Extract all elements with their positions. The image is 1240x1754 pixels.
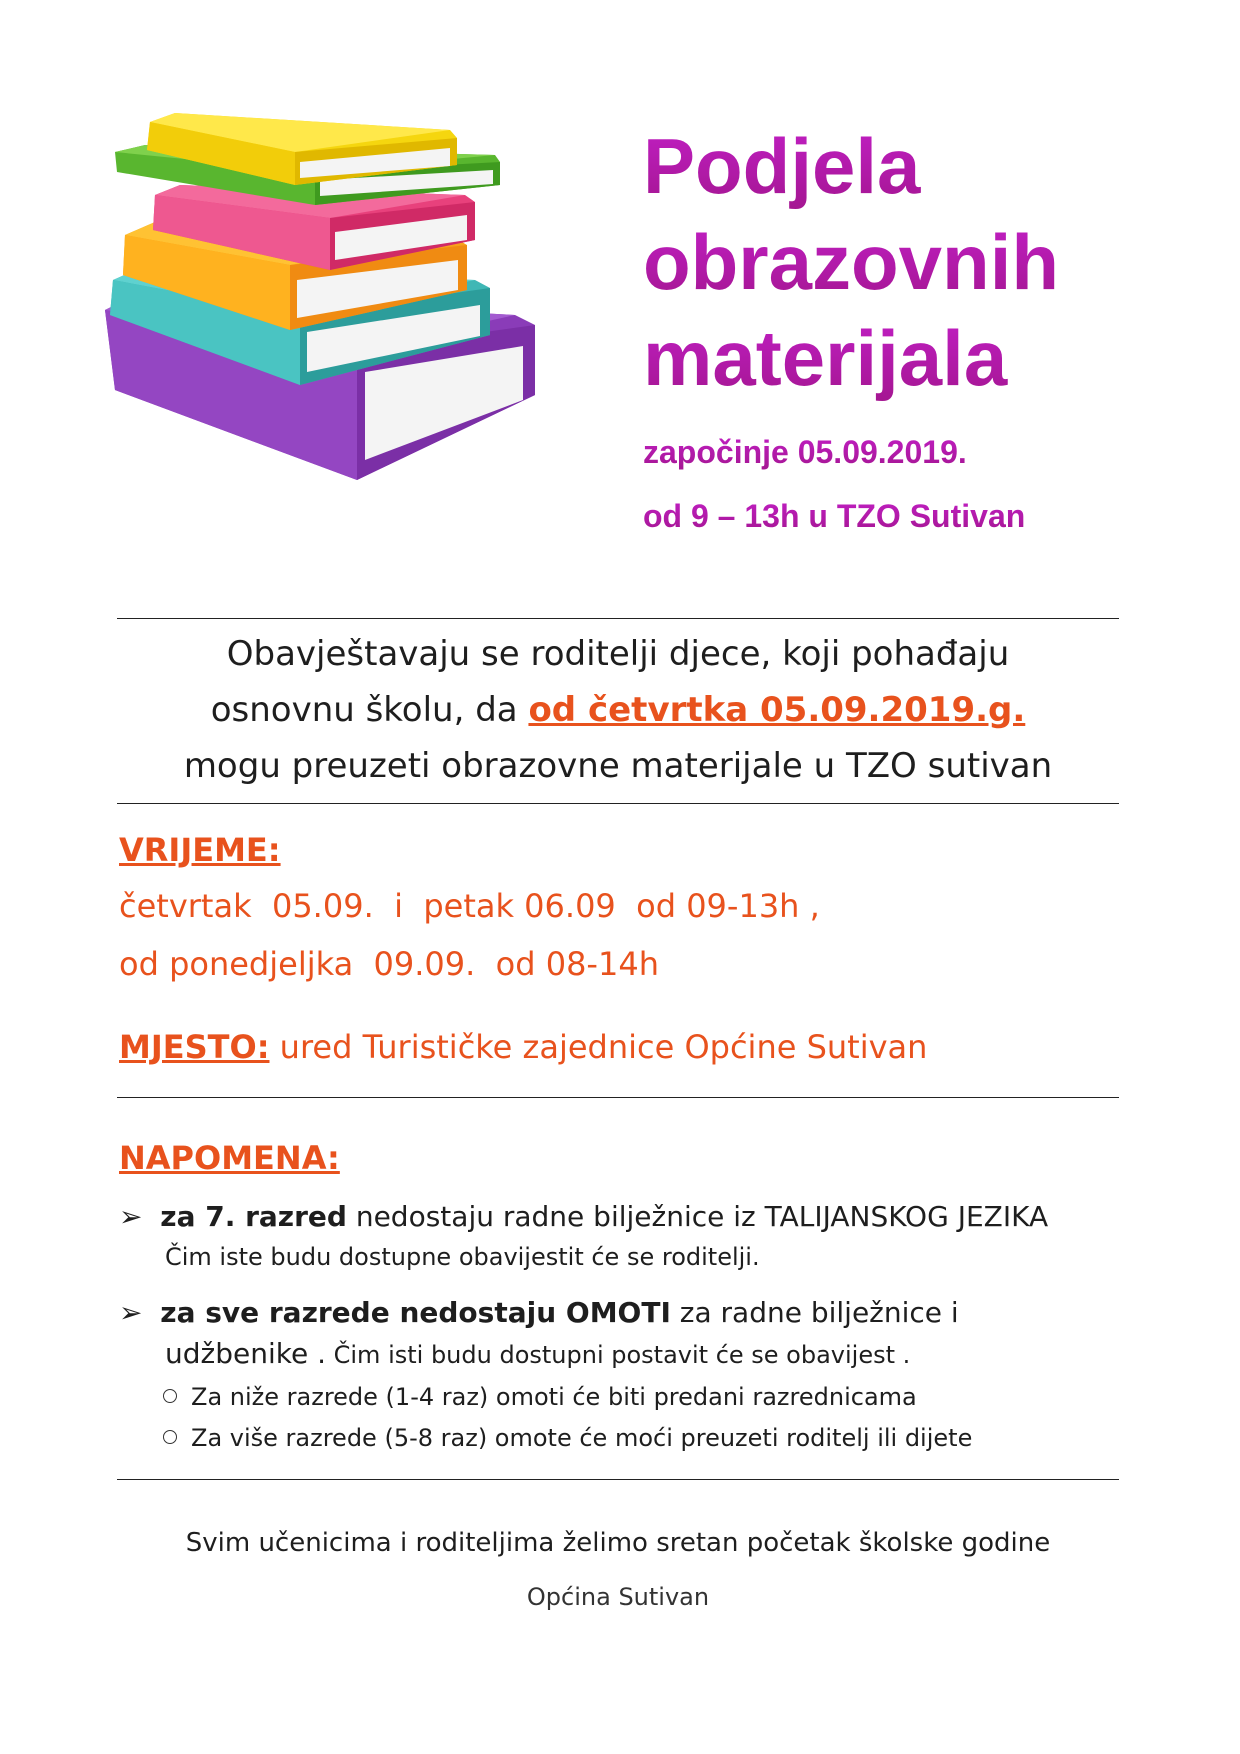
divider-1 [117,618,1119,619]
note-item-1-bold: za 7. razred [160,1200,347,1233]
poster-title [643,118,1203,406]
note-item-2 [119,1295,1129,1331]
divider-4 [117,1479,1119,1480]
note-item-1-text: nedostaju radne bilježnice iz TALIJANSKOG JEZIKA [346,1200,1049,1233]
note-item-2-bold: za sve razrede nedostaju OMOTI [160,1296,671,1329]
title-line-2: obrazovnih [643,214,1203,310]
note-item-2-cont-a: udžbenike . [165,1337,326,1370]
vrijeme-line-1: četvrtak 05.09. i petak 06.09 od 09-13h , [119,887,820,925]
intro-line-2 [117,682,1119,738]
time-location-line: od 9 – 13h u TZO Sutivan [643,496,1203,536]
arrow-bullet-icon: ➢ [119,1200,143,1233]
arrow-bullet-icon: ➢ [119,1296,143,1329]
intro-paragraph [117,626,1119,794]
note-item-1-detail: Čim iste budu dostupne obavijestit će se roditelji. [165,1243,760,1271]
circle-bullet-icon [163,1389,177,1403]
note-item-2-cont-b: Čim isti budu dostupni postavit će se obavijest . [326,1341,911,1369]
sub-item-2-text: Za više razrede (5-8 raz) omote će moći preuzeti roditelj ili dijete [191,1424,973,1452]
mjesto-text: ured Turističke zajednice Općine Sutivan [269,1028,928,1066]
start-date-line: započinje 05.09.2019. [643,432,1203,472]
sub-item-2 [163,1421,1123,1455]
intro-date-highlight: od četvrtka 05.09.2019.g. [528,690,1026,730]
note-item-2-continued [165,1336,1125,1372]
note-item-1 [119,1199,1129,1235]
sub-item-1 [163,1380,1123,1414]
mjesto-line [119,1027,927,1067]
footer-signature: Općina Sutivan [526,1583,710,1611]
note-item-2-text: za radne bilježnice i [670,1296,959,1329]
intro-line-3: mogu preuzeti obrazovne materijale u TZO sutivan [183,746,1053,786]
book-stack-illustration [95,110,595,540]
sub-item-1-text: Za niže razrede (1-4 raz) omoti će biti predani razrednicama [191,1383,917,1411]
intro-line-1: Obavještavaju se roditelji djece, koji pohađaju [226,634,1010,674]
divider-3 [117,1097,1119,1098]
vrijeme-line-2: od ponedjeljka 09.09. od 08-14h [119,945,659,983]
title-line-3: materijala [643,310,1203,406]
footer-greeting: Svim učenicima i roditeljima želimo sretan početak školske godine [185,1528,1051,1558]
napomena-label: NAPOMENA: [119,1139,340,1177]
divider-2 [117,803,1119,804]
circle-bullet-icon [163,1430,177,1444]
title-line-1: Podjela [643,118,1203,214]
intro-line-2-text: osnovnu školu, da [210,690,529,730]
vrijeme-label: VRIJEME: [119,831,281,869]
mjesto-label: MJESTO: [119,1028,270,1066]
